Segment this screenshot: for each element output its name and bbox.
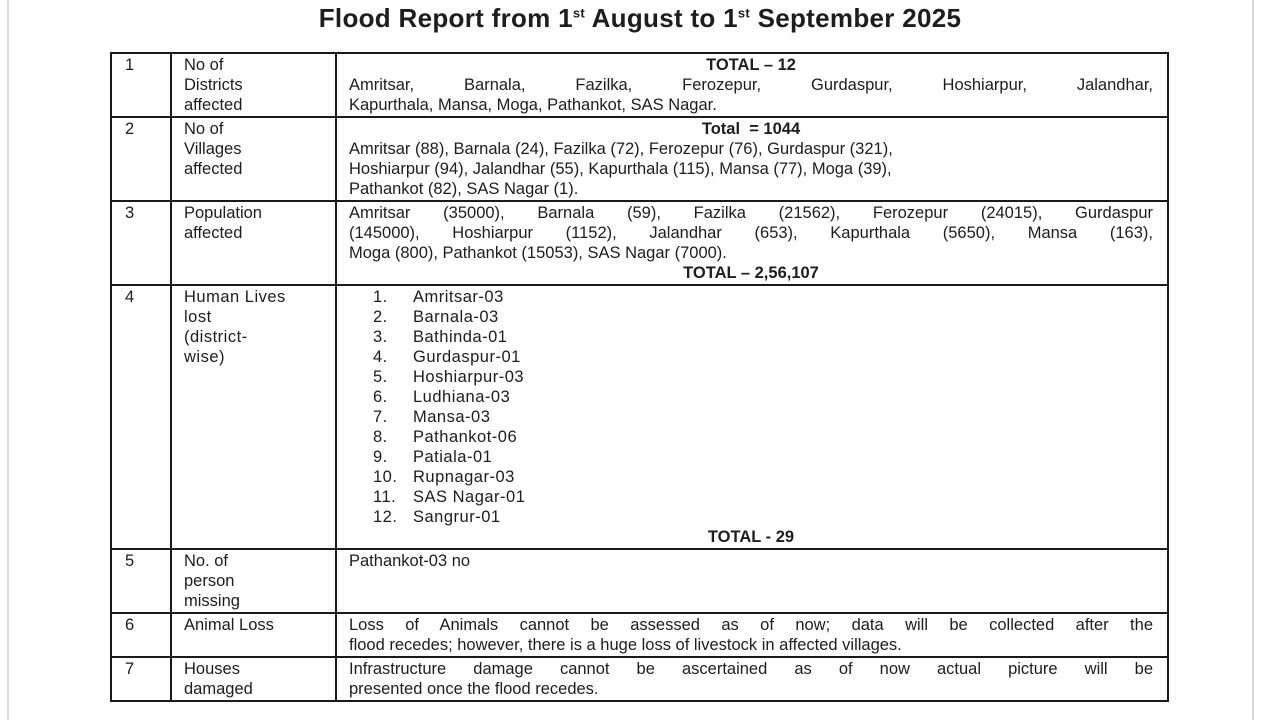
page-edge-right	[1252, 0, 1254, 720]
row-label-cell	[172, 286, 337, 548]
list-item-text: Gurdaspur-01	[413, 348, 521, 366]
row-content-cell	[337, 54, 1167, 116]
title-text: September 2025	[750, 3, 962, 33]
label-line: affected	[184, 160, 243, 178]
content-line: Amritsar (35000), Barnala (59), Fazilka (21562), Ferozepur (24015), Gurdaspur	[349, 204, 1153, 222]
list-item-text: Bathinda-01	[413, 328, 508, 346]
page-edge-left	[7, 0, 9, 720]
label-line: Villages	[184, 140, 242, 158]
list-item	[349, 467, 1153, 487]
list-item-number: 2.	[373, 308, 388, 326]
list-item-text: Rupnagar-03	[413, 468, 515, 486]
list-item-number: 6.	[373, 388, 388, 406]
list-item	[349, 427, 1153, 447]
label-line: lost	[184, 308, 212, 326]
list-item-number: 9.	[373, 448, 388, 466]
row-number-cell: 6	[112, 614, 172, 656]
content-line: Moga (800), Pathankot (15053), SAS Nagar (7000).	[349, 244, 727, 262]
list-item-text: SAS Nagar-01	[413, 488, 526, 506]
list-item-number: 5.	[373, 368, 388, 386]
table-row	[112, 284, 1167, 548]
label-line: person	[184, 572, 235, 590]
title-text: August to 1	[585, 3, 738, 33]
table-row	[112, 54, 1167, 116]
row-number-cell: 4	[112, 286, 172, 548]
content-line: (145000), Hoshiarpur (1152), Jalandhar (653), Kapurthala (5650), Mansa (163),	[349, 224, 1153, 242]
title-text: Flood Report from 1	[318, 3, 573, 33]
list-item-number: 11.	[373, 488, 397, 506]
row-content-cell	[337, 550, 1167, 612]
list-item-text: Sangrur-01	[413, 508, 501, 526]
row-label-cell	[172, 614, 337, 656]
content-line: Hoshiarpur (94), Jalandhar (55), Kapurthala (115), Mansa (77), Moga (39),	[349, 160, 892, 178]
label-line: damaged	[184, 680, 253, 698]
list-item-number: 8.	[373, 428, 388, 446]
list-item	[349, 327, 1153, 347]
label-line: Animal Loss	[184, 616, 274, 634]
list-item-number: 3.	[373, 328, 388, 346]
list-item-number: 1.	[373, 288, 388, 306]
list-item-number: 4.	[373, 348, 388, 366]
page-title	[0, 3, 1280, 34]
list-item-text: Pathankot-06	[413, 428, 518, 446]
content-line: Infrastructure damage cannot be ascertained as of now actual picture will be	[349, 660, 1153, 678]
list-item	[349, 347, 1153, 367]
content-line: presented once the flood recedes.	[349, 680, 599, 698]
list-item-number: 12.	[373, 508, 398, 526]
row-content-cell	[337, 658, 1167, 700]
label-line: wise)	[184, 348, 226, 366]
row-content-cell	[337, 202, 1167, 284]
list-item-text: Mansa-03	[413, 408, 491, 426]
report-table	[110, 52, 1169, 702]
table-row	[112, 548, 1167, 612]
content-line: Kapurthala, Mansa, Moga, Pathankot, SAS Nagar.	[349, 96, 717, 114]
row-number-cell: 5	[112, 550, 172, 612]
row-content-cell	[337, 118, 1167, 200]
content-line: Pathankot (82), SAS Nagar (1).	[349, 180, 579, 198]
list-item	[349, 367, 1153, 387]
list-item	[349, 507, 1153, 527]
title-superscript: st	[737, 5, 751, 21]
label-line: Houses	[184, 660, 240, 678]
table-row	[112, 116, 1167, 200]
list-item	[349, 447, 1153, 467]
label-line: No. of	[184, 552, 229, 570]
row-label-cell	[172, 202, 337, 284]
table-row	[112, 612, 1167, 656]
row-number-cell: 2	[112, 118, 172, 200]
label-line: No of	[184, 120, 224, 138]
row-label-cell	[172, 550, 337, 612]
label-line: missing	[184, 592, 240, 610]
table-row	[112, 200, 1167, 284]
list-item-number: 10.	[373, 468, 398, 486]
content-line: Loss of Animals cannot be assessed as of now; data will be collected after the	[349, 616, 1153, 634]
list-item-text: Amritsar-03	[413, 288, 504, 306]
table-row	[112, 656, 1167, 700]
content-line: Amritsar (88), Barnala (24), Fazilka (72), Ferozepur (76), Gurdaspur (321),	[349, 140, 893, 158]
label-line: No of	[184, 56, 224, 74]
list-item	[349, 387, 1153, 407]
row-content-cell	[337, 614, 1167, 656]
list-item-number: 7.	[373, 408, 388, 426]
row-label-cell	[172, 54, 337, 116]
label-line: (district-	[184, 328, 248, 346]
label-line: Population	[184, 204, 262, 222]
total-line: TOTAL – 2,56,107	[683, 264, 819, 282]
list-item-text: Patiala-01	[413, 448, 493, 466]
content-line: Amritsar, Barnala, Fazilka, Ferozepur, Gurdaspur, Hoshiarpur, Jalandhar,	[349, 76, 1153, 94]
list-item-text: Barnala-03	[413, 308, 499, 326]
row-number-cell: 7	[112, 658, 172, 700]
list-item-text: Hoshiarpur-03	[413, 368, 525, 386]
title-superscript: st	[572, 5, 586, 21]
list-item	[349, 307, 1153, 327]
list-item	[349, 407, 1153, 427]
total-line: TOTAL - 29	[707, 528, 795, 546]
label-line: Districts	[184, 76, 243, 94]
list-item-text: Ludhiana-03	[413, 388, 511, 406]
content-line: flood recedes; however, there is a huge loss of livestock in affected villages.	[349, 636, 902, 654]
list-item	[349, 487, 1153, 507]
total-line: TOTAL – 12	[706, 56, 796, 74]
content-line: Pathankot-03 no	[349, 552, 471, 570]
row-number-cell: 1	[112, 54, 172, 116]
label-line: affected	[184, 96, 243, 114]
list-item	[349, 287, 1153, 307]
total-line: Total = 1044	[701, 120, 801, 138]
row-label-cell	[172, 118, 337, 200]
label-line: affected	[184, 224, 243, 242]
label-line: Human Lives	[184, 288, 286, 306]
row-number-cell: 3	[112, 202, 172, 284]
row-content-cell	[337, 286, 1167, 548]
row-label-cell	[172, 658, 337, 700]
